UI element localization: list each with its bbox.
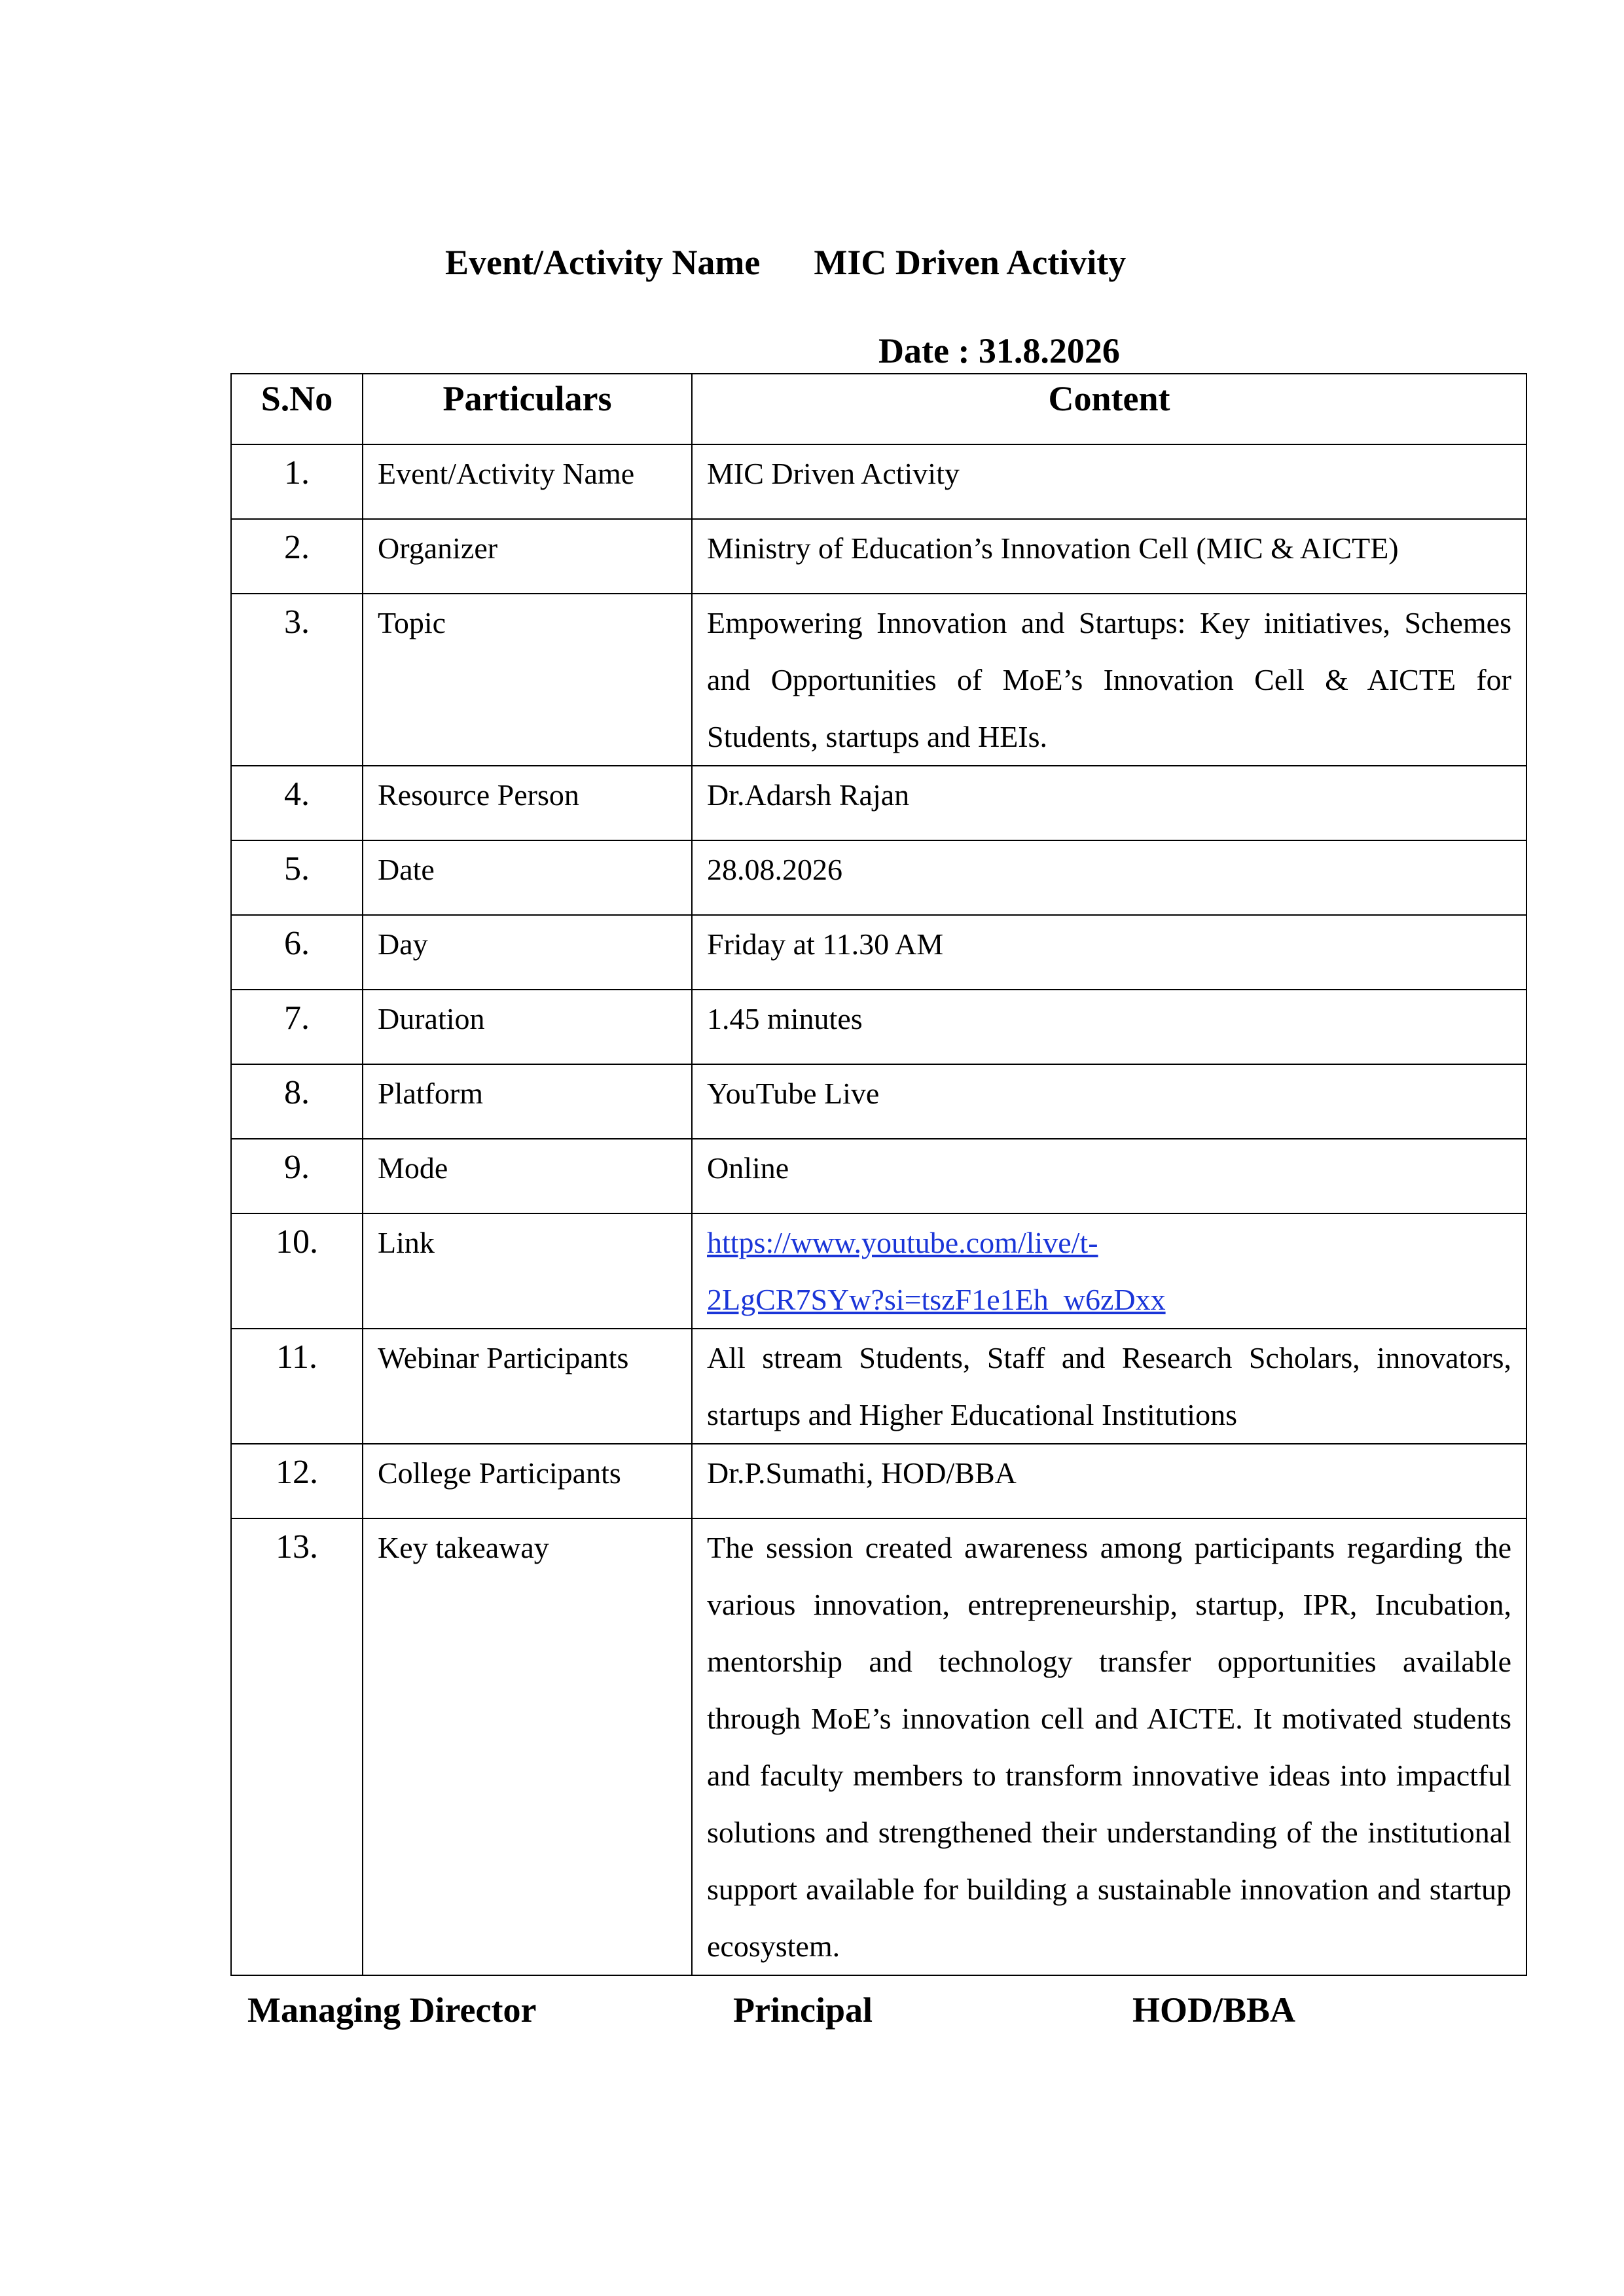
row-sno: 13. [231,1518,363,1975]
table-row [231,1064,1526,1139]
row-particular: Date [363,840,692,915]
row-particular: Duration [363,990,692,1064]
row-content: Friday at 11.30 AM [692,915,1526,990]
row-sno: 12. [231,1444,363,1518]
table-row [231,840,1526,915]
table-row [231,594,1526,766]
row-content: Dr.P.Sumathi, HOD/BBA [692,1444,1526,1518]
row-particular: Event/Activity Name [363,444,692,519]
row-particular: Day [363,915,692,990]
row-sno: 11. [231,1329,363,1444]
row-particular: Topic [363,594,692,766]
table-row [231,1444,1526,1518]
table-header-row [231,374,1526,444]
signature-hod: HOD/BBA [1132,1990,1296,2030]
row-sno: 7. [231,990,363,1064]
table-row [231,1139,1526,1213]
row-content: Dr.Adarsh Rajan [692,766,1526,840]
column-header-sno: S.No [231,374,363,444]
row-particular: Mode [363,1139,692,1213]
table-row [231,766,1526,840]
row-sno: 3. [231,594,363,766]
table-row [231,1518,1526,1975]
row-content: Ministry of Education’s Innovation Cell (MIC & AICTE) [692,519,1526,594]
row-sno: 4. [231,766,363,840]
table-row [231,519,1526,594]
row-content: MIC Driven Activity [692,444,1526,519]
row-content: All stream Students, Staff and Research Scholars, innovators, startups and Higher Educational Institutions [692,1329,1526,1444]
row-particular: College Participants [363,1444,692,1518]
table-row [231,915,1526,990]
row-sno: 5. [231,840,363,915]
column-header-particulars: Particulars [363,374,692,444]
row-content: Empowering Innovation and Startups: Key initiatives, Schemes and Opportunities of MoE’s Innovation Cell & AICTE for Students, startups and HEIs. [692,594,1526,766]
table-row [231,1329,1526,1444]
row-particular: Resource Person [363,766,692,840]
youtube-link-line-1: https://www.youtube.com/live/t- [707,1226,1098,1259]
event-heading-value: MIC Driven Activity [814,243,1127,282]
row-content [692,1213,1526,1329]
row-sno: 8. [231,1064,363,1139]
row-sno: 6. [231,915,363,990]
youtube-link-line-2: 2LgCR7SYw?si=tszF1e1Eh_w6zDxx [707,1283,1166,1316]
row-particular: Platform [363,1064,692,1139]
table-row [231,990,1526,1064]
report-date: Date : 31.8.2026 [878,331,1120,370]
youtube-link[interactable] [707,1226,1166,1316]
event-heading [445,242,1126,283]
table-row [231,1213,1526,1329]
row-sno: 1. [231,444,363,519]
row-particular: Organizer [363,519,692,594]
signature-managing-director: Managing Director [247,1990,537,2030]
row-particular: Webinar Participants [363,1329,692,1444]
event-report-table [230,373,1527,1976]
table-row [231,444,1526,519]
row-content: Online [692,1139,1526,1213]
row-content: YouTube Live [692,1064,1526,1139]
event-heading-label: Event/Activity Name [445,243,761,282]
row-sno: 10. [231,1213,363,1329]
row-content: The session created awareness among participants regarding the various innovation, entrepreneurship, startup, IPR, Incubation, mentorship and technology transfer opportunities available through MoE’s innovation cell and AICTE. It motivated students and faculty members to transform innovative ideas into impactful solutions and strengthened their understanding of the institutional support available for building a sustainable innovation and startup ecosystem. [692,1518,1526,1975]
row-sno: 9. [231,1139,363,1213]
row-content: 28.08.2026 [692,840,1526,915]
row-sno: 2. [231,519,363,594]
row-content: 1.45 minutes [692,990,1526,1064]
signature-principal: Principal [733,1990,873,2030]
column-header-content: Content [692,374,1526,444]
row-particular: Key takeaway [363,1518,692,1975]
row-particular: Link [363,1213,692,1329]
